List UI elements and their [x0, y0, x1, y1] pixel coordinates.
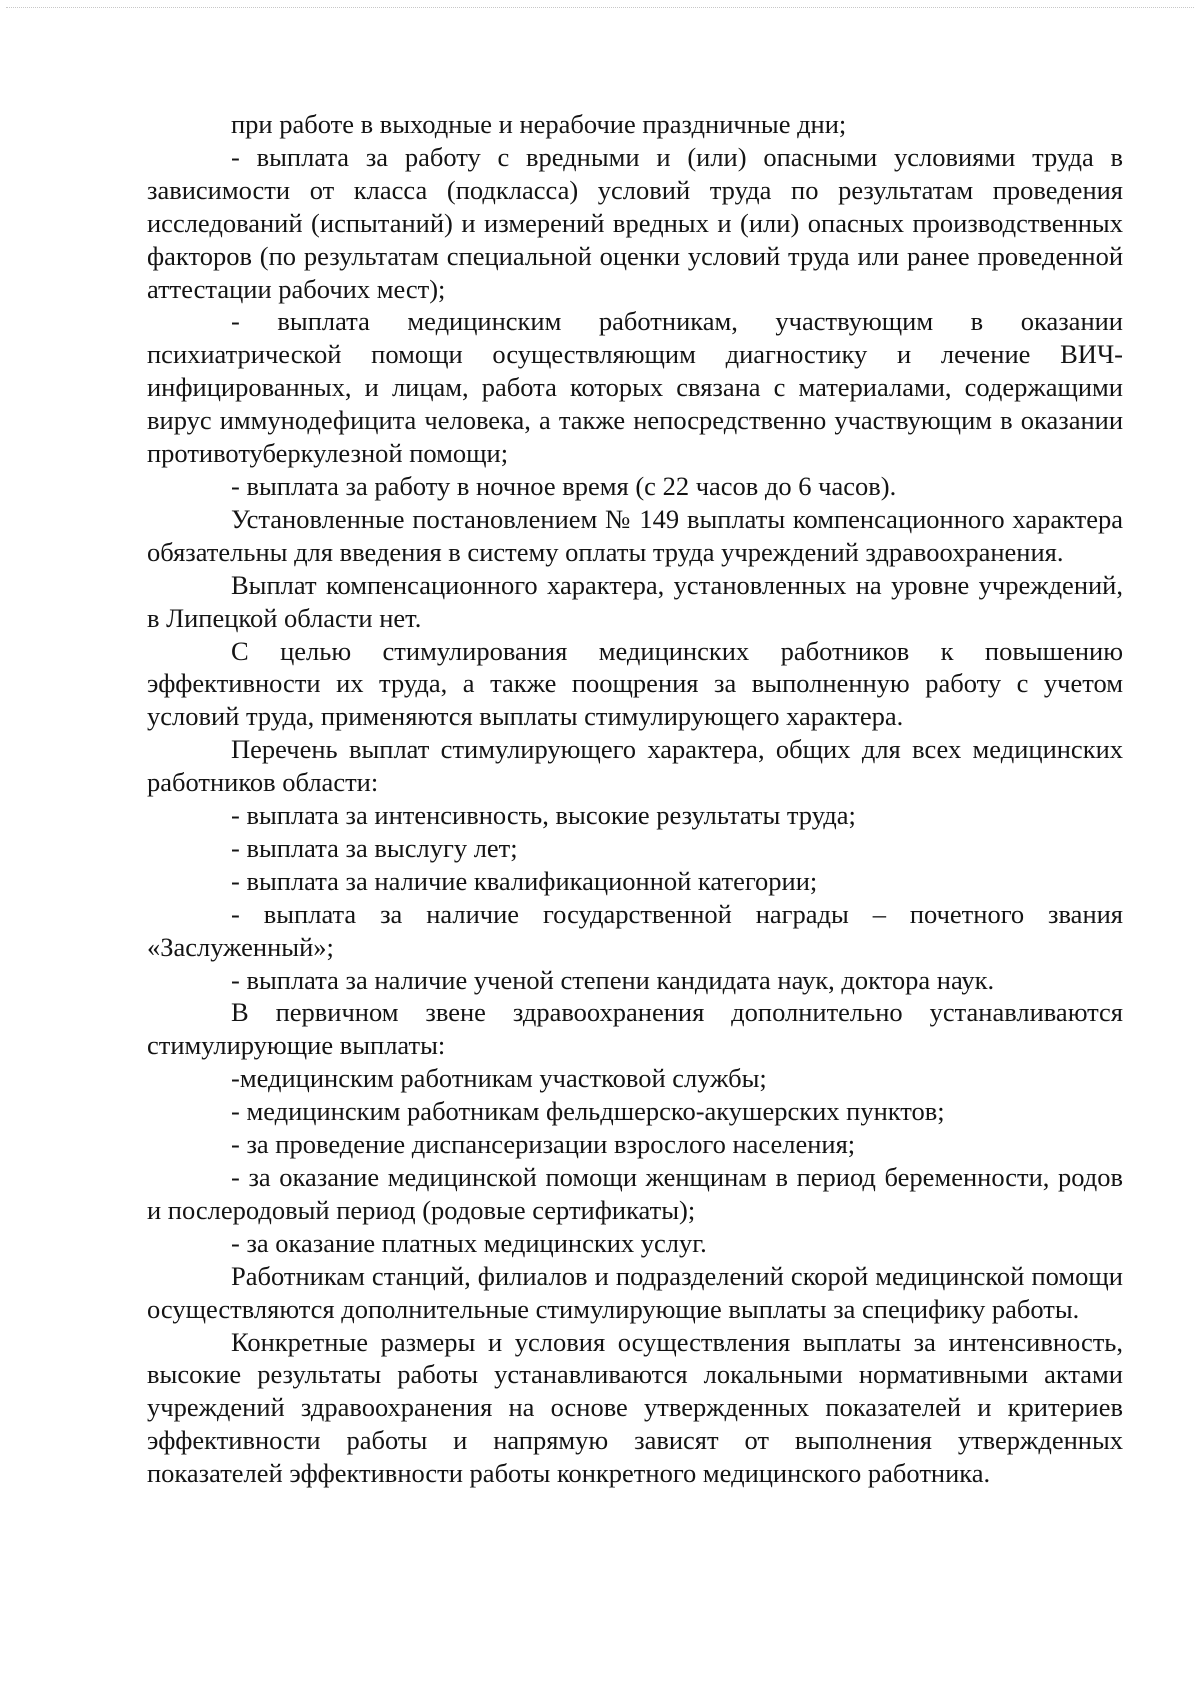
- paragraph-stimulation-list-intro: Перечень выплат стимулирующего характера, общих для всех медицинских работников области:: [147, 734, 1123, 798]
- paragraph-harmful-conditions: - выплата за работу с вредными и (или) опасными условиями труда в зависимости от класса (подкласса) условий труда по результатам проведения исследований (испытаний) и измерений вредных и (или) опасных производственных факторов (по результатам специальной оценки условий труда или ранее проведенной аттестации рабочих мест);: [147, 141, 1123, 304]
- list-item-academic-degree: - выплата за наличие ученой степени кандидата наук, доктора наук.: [231, 964, 995, 995]
- list-item-birth-certificates: - за оказание медицинской помощи женщинам в период беременности, родов и послеродовый период (родовые сертификаты);: [147, 1162, 1123, 1225]
- paragraph-resolution-149: Установленные постановлением № 149 выплаты компенсационного характера обязательны для введения в систему оплаты труда учреждений здравоохранения.: [147, 503, 1123, 567]
- paragraph-night-work: - выплата за работу в ночное время (с 22 часов до 6 часов).: [231, 470, 897, 501]
- list-item-feldsher-points: - медицинским работникам фельдшерско-акушерских пунктов;: [231, 1096, 945, 1127]
- paragraph-primary-care: В первичном звене здравоохранения дополнительно устанавливаются стимулирующие выплаты:: [147, 997, 1123, 1061]
- list-item-paid-services: - за оказание платных медицинских услуг.: [231, 1227, 707, 1258]
- paragraph-stimulation-purpose: С целью стимулирования медицинских работников к повышению эффективности их труда, а также поощрения за выполненную работу с учетом условий труда, применяются выплаты стимулирующего характера.: [147, 635, 1123, 732]
- list-item-district-service: -медицинским работникам участковой службы;: [231, 1063, 767, 1094]
- paragraph-psychiatric-hiv: - выплата медицинским работникам, участвующим в оказании психиатрической помощи осуществляющим диагностику и лечение ВИЧ-инфицированных, и лицам, работа которых связана с материалами, содержащими вирус иммунодефицита человека, а также непосредственно участвующим в оказании противотуберкулезной помощи;: [147, 306, 1123, 469]
- list-item-dispensarization: - за проведение диспансеризации взрослого населения;: [231, 1129, 856, 1160]
- scan-edge-line: [6, 7, 1194, 8]
- document-body: [147, 108, 1123, 1490]
- paragraph-specific-amounts: Конкретные размеры и условия осуществления выплаты за интенсивность, высокие результаты работы устанавливаются локальными нормативными актами учреждений здравоохранения на основе утвержденных показателей и критериев эффективности работы и напрямую зависят от выполнения утвержденных показателей эффективности работы конкретного медицинского работника.: [147, 1326, 1123, 1489]
- paragraph-continuation: при работе в выходные и нерабочие праздничные дни;: [231, 109, 847, 139]
- list-item-seniority: - выплата за выслугу лет;: [231, 832, 518, 863]
- paragraph-ambulance: Работникам станций, филиалов и подразделений скорой медицинской помощи осуществляются дополнительные стимулирующие выплаты за специфику работы.: [147, 1260, 1123, 1324]
- list-item-state-award: - выплата за наличие государственной награды – почетного звания «Заслуженный»;: [147, 898, 1123, 962]
- list-item-intensity: - выплата за интенсивность, высокие результаты труда;: [231, 800, 856, 831]
- list-item-qualification: - выплата за наличие квалификационной категории;: [231, 865, 818, 896]
- paragraph-no-local-payments: Выплат компенсационного характера, установленных на уровне учреждений, в Липецкой области нет.: [147, 569, 1123, 633]
